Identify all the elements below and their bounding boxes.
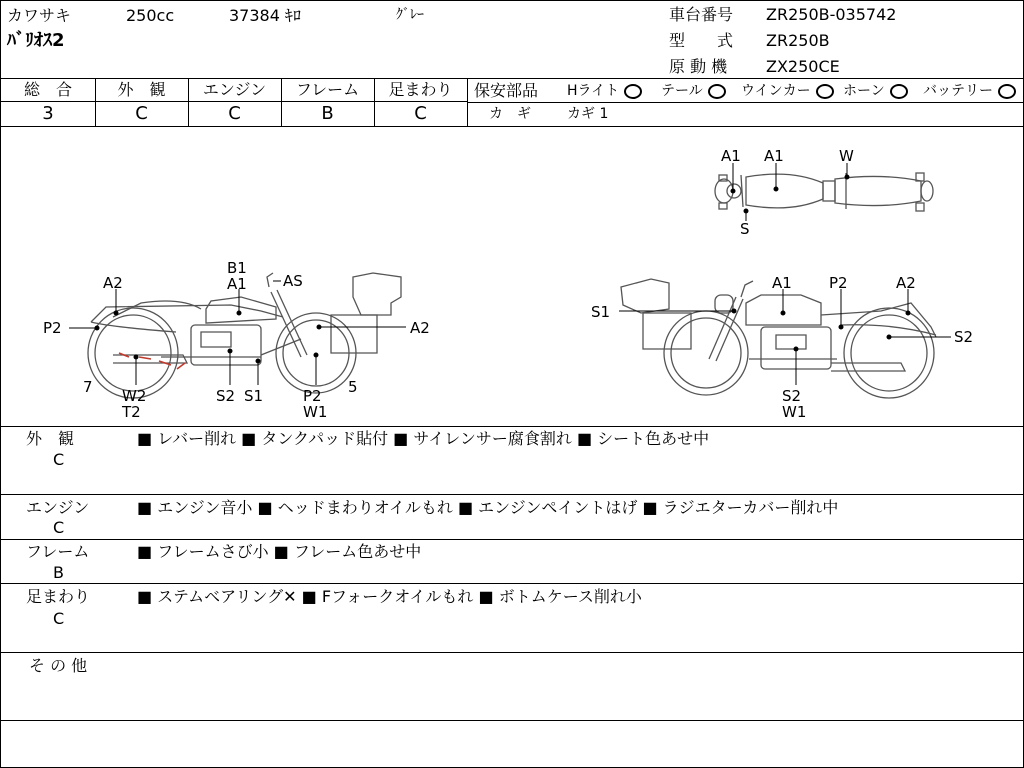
- color: ｸﾞﾚｰ: [396, 7, 424, 23]
- grade-exterior-label: 外 観: [117, 80, 166, 99]
- diagram-label: A1: [772, 274, 792, 292]
- engine-value: ZX250CE: [766, 57, 840, 76]
- section-frame-notes: ■ フレームさび小 ■ フレーム色あせ中: [137, 542, 422, 561]
- diagram-label: B1: [227, 259, 247, 277]
- diagram-label: W1: [782, 403, 807, 421]
- safety-item-headlight: Hライト: [567, 83, 642, 99]
- diagram-label: W1: [303, 403, 328, 421]
- diagram-label: P2: [303, 387, 322, 405]
- safety-item-battery: バッテリー: [923, 83, 1016, 99]
- safety-item-horn: ホーン: [843, 83, 908, 99]
- diagram-label: S1: [244, 387, 264, 405]
- frame-no-value: ZR250B-035742: [766, 5, 897, 24]
- diagram-label: S2: [216, 387, 236, 405]
- section-frame-grade: B: [53, 563, 64, 582]
- key-label: カ ギ: [489, 106, 531, 122]
- safety-item-winker: ウインカー: [741, 83, 834, 99]
- diagram-label: A2: [896, 274, 916, 292]
- safety-item-tail: テール: [661, 83, 726, 99]
- section-suspension-notes: ■ ステムベアリング✕ ■ Fフォークオイルもれ ■ ボトムケース削れ小: [137, 587, 642, 606]
- diagram-label: 5: [348, 378, 358, 396]
- grade-overall-label: 総 合: [23, 80, 72, 99]
- diagram-label: 7: [83, 378, 93, 396]
- section-exterior-label: 外 観: [26, 429, 75, 448]
- section-engine-grade: C: [53, 518, 65, 537]
- ok-mark-icon: [890, 84, 908, 99]
- section-exterior-grade: C: [53, 450, 65, 469]
- grade-suspension-label: 足まわり: [388, 80, 453, 99]
- section-other-label: そ の 他: [29, 656, 88, 675]
- type-label: 型 式: [669, 31, 734, 50]
- section-engine-label: エンジン: [26, 498, 90, 517]
- grade-engine-label: エンジン: [202, 80, 267, 99]
- grade-engine-value: C: [228, 103, 241, 124]
- ok-mark-icon: [708, 84, 726, 99]
- diagram-label: A1: [764, 147, 784, 165]
- diagram-label: S: [740, 220, 750, 238]
- diagram-label: T2: [122, 403, 141, 421]
- diagram-label: W2: [122, 387, 147, 405]
- section-suspension-grade: C: [53, 609, 65, 628]
- grade-overall-value: 3: [42, 103, 54, 124]
- diagram-label: AS: [283, 272, 303, 290]
- diagram-label: P2: [829, 274, 848, 292]
- diagram-label: S2: [954, 328, 974, 346]
- type-value: ZR250B: [766, 31, 830, 50]
- diagram-label: S1: [591, 303, 611, 321]
- diagram-label: A1: [227, 275, 247, 293]
- diagram-label: S2: [782, 387, 802, 405]
- diagram-label: P2: [43, 319, 62, 337]
- section-exterior-notes: ■ レバー削れ ■ タンクパッド貼付 ■ サイレンサー腐食割れ ■ シート色あせ中: [137, 429, 710, 448]
- key-value: カギ 1: [567, 106, 609, 122]
- diagram-label: A2: [103, 274, 123, 292]
- diagram-label: A2: [410, 319, 430, 337]
- mileage: 37384 ｷﾛ: [229, 6, 301, 25]
- grade-frame-value: B: [321, 103, 334, 124]
- displacement: 250cc: [126, 6, 175, 25]
- section-frame-label: フレーム: [26, 542, 90, 561]
- section-suspension-label: 足まわり: [26, 587, 91, 606]
- safety-title: 保安部品: [474, 81, 539, 100]
- diagram-label: W: [839, 147, 854, 165]
- ok-mark-icon: [816, 84, 834, 99]
- maker: カワサキ: [7, 6, 72, 25]
- grade-exterior-value: C: [135, 103, 148, 124]
- damage-diagram: [1, 127, 1023, 425]
- engine-label: 原 動 機: [669, 57, 728, 76]
- ok-mark-icon: [998, 84, 1016, 99]
- section-engine-notes: ■ エンジン音小 ■ ヘッドまわりオイルもれ ■ エンジンペイントはげ ■ ラジエターカバー削れ中: [137, 498, 839, 517]
- diagram-label: A1: [721, 147, 741, 165]
- grade-suspension-value: C: [414, 103, 427, 124]
- grade-frame-label: フレーム: [295, 80, 360, 99]
- frame-no-label: 車台番号: [669, 5, 734, 24]
- ok-mark-icon: [624, 84, 642, 99]
- model-name: ﾊﾞﾘｵｽ2: [7, 30, 65, 51]
- top-view-bike: [715, 173, 933, 211]
